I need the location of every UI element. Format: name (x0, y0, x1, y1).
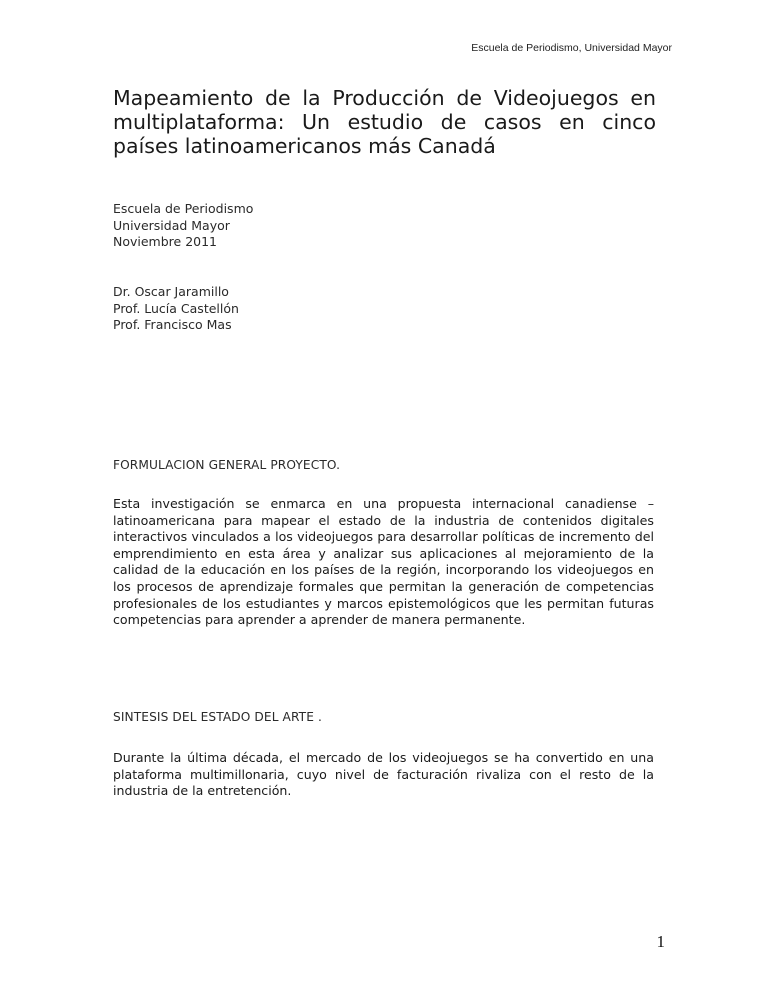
author-name: Dr. Oscar Jaramillo (113, 284, 229, 299)
running-header: Escuela de Periodismo, Universidad Mayor (471, 42, 672, 54)
document-title: Mapeamiento de la Producción de Videojuegos en multiplataforma: Un estudio de casos en cinco países latinoamericanos más Canadá (113, 86, 656, 158)
author-name: Prof. Lucía Castellón (113, 300, 239, 316)
section-body-estado-del-arte: Durante la última década, el mercado de los videojuegos se ha convertido en una plataforma multimillonaria, cuyo nivel de facturación rivaliza con el resto de la industria de la entretención. (113, 750, 654, 799)
page-number: 1 (656, 932, 665, 951)
school-name: Escuela de Periodismo (113, 201, 254, 216)
publication-date: Noviembre 2011 (113, 234, 218, 249)
section-heading-estado-del-arte: SINTESIS DEL ESTADO DEL ARTE . (113, 710, 322, 724)
author-name: Prof. Francisco Mas (113, 317, 232, 332)
university-name: Universidad Mayor (113, 217, 230, 233)
authors-block (113, 284, 239, 334)
section-body-formulacion: Esta investigación se enmarca en una propuesta internacional canadiense – latinoamericana para mapear el estado de la industria de contenidos digitales interactivos vinculados a los videojuegos para desarrollar políticas de incremento del emprendimiento en esta área y analizar sus aplicaciones al mejoramiento de la calidad de la educación en los países de la región, incorporando los videojuegos en los procesos de aprendizaje formales que permitan la generación de competencias profesionales de los estudiantes y marcos epistemológicos que les permitan futuras competencias para aprender a aprender de manera permanente. (113, 496, 654, 628)
section-heading-formulacion: FORMULACION GENERAL PROYECTO. (113, 458, 341, 472)
institution-block (113, 201, 253, 251)
